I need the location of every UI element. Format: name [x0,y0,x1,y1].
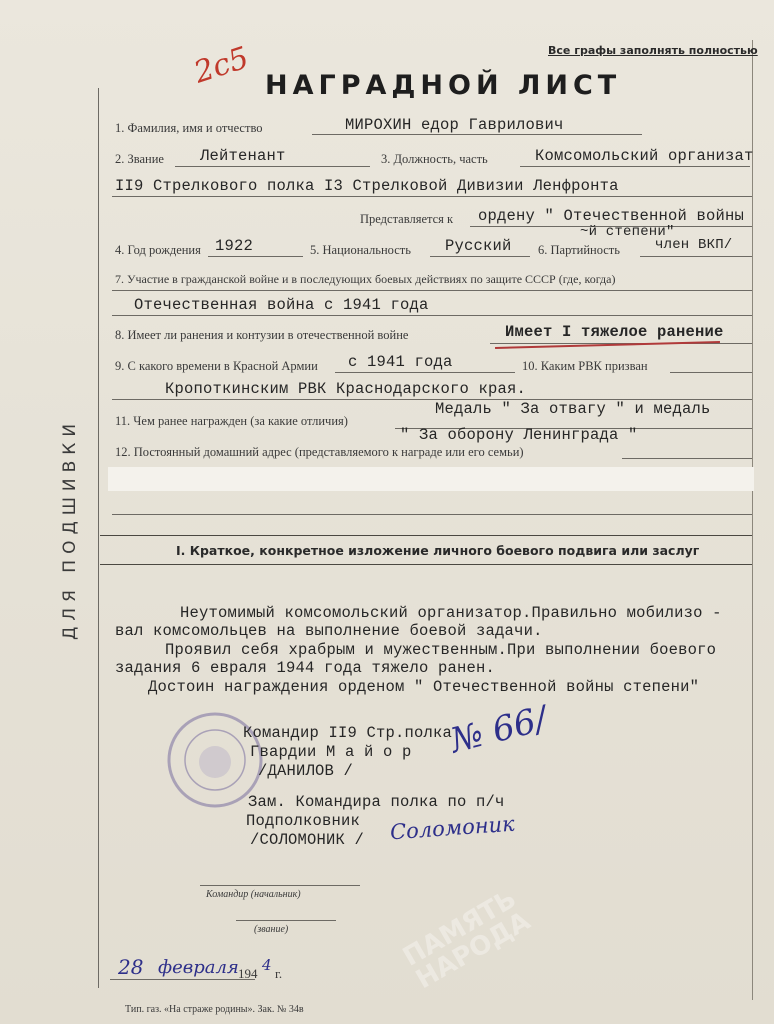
section-1-title: I. Краткое, конкретное изложение личного боевого подвига или заслуг [176,543,700,558]
field-3-line [520,166,750,167]
field-10-line [670,372,752,373]
narrative-line-5: Достоин награждения орденом " Отечественной войны степени" [148,678,700,696]
field-3-value-2: II9 Стрелкового полка I3 Стрелковой Дивизии Ленфронта [115,177,619,195]
rank-caption-line [236,920,336,921]
field-10-value: Кропоткинским РВК Краснодарского края. [165,380,527,398]
commander-line-3: /ДАНИЛОВ / [258,762,354,780]
field-7-value: Отечественная война с 1941 года [134,296,429,314]
field-10-label: 10. Каким РВК призван [522,359,648,373]
narrative-line-2: вал комсомольцев на выполнение боевой задачи. [115,622,543,640]
field-1-line [312,134,642,135]
right-edge-line [752,40,753,1000]
field-1-label: 1. Фамилия, имя и отчество [115,121,263,135]
section-top-line [100,535,752,536]
deputy-line-3: /СОЛОМОНИК / [250,831,365,849]
field-8-value: Имеет I тяжелое ранение [505,323,724,341]
narrative-line-1: Неутомимый комсомольский организатор.Правильно мобилизо - [180,604,722,622]
field-3-line-2 [112,196,752,197]
field-9-value: с 1941 года [348,353,453,371]
field-7-line-1 [112,290,752,291]
field-11-label: 11. Чем ранее награжден (за какие отличия) [115,414,348,428]
rank-caption: (звание) [254,924,289,935]
watermark-text: ПАМЯТЬ НАРОДА [398,884,536,996]
field-3-value: Комсомольский организат [535,147,754,165]
presented-value: ордену " Отечественной войны [478,207,745,225]
field-2-line [175,166,370,167]
narrative-line-4: задания 6 евраля 1944 года тяжело ранен. [115,659,496,677]
section-bottom-line [100,564,752,565]
field-6-line [640,256,752,257]
field-7-line-2 [112,315,752,316]
commander-caption: Командир (начальник) [206,889,301,900]
date-year-prefix: 194 [238,966,258,981]
deputy-signature: Соломоник [389,811,516,845]
field-8-label: 8. Имеет ли ранения и контузии в отечественной войне [115,328,409,342]
side-label: ДЛЯ ПОДШИВКИ [60,417,80,640]
field-4-value: 1922 [215,237,254,255]
footer-print-info: Тип. газ. «На страже родины». Зак. № 34в [125,1004,304,1015]
deputy-line-2: Подполковник [246,812,361,830]
page-title: НАГРАДНОЙ ЛИСТ [265,70,622,101]
presented-value-2: ~й степени" [580,224,675,240]
deputy-line-1: Зам. Командира полка по п/ч [248,793,505,811]
narrative-line-3: Проявил себя храбрым и мужественным.При выполнении боевого [165,641,717,659]
margin-line [98,88,99,988]
commander-line-2: Гвардии М а й о р [250,743,412,761]
field-11-value-2: " За оборону Ленинграда " [400,426,638,444]
date-line [110,979,255,980]
field-7-label: 7. Участие в гражданской войне и в последующих боевых действиях по защите СССР (где, когда) [115,272,616,286]
date-month: февраля [158,957,239,978]
date-year-suffix: 4 [262,956,272,974]
field-2-value: Лейтенант [200,147,286,165]
commander-caption-line [200,885,360,886]
commander-signature: № 66/ [446,698,552,762]
handwritten-mark: 2с5 [189,40,254,91]
field-6-value: член ВКП/ [655,237,733,253]
field-9-line [335,372,515,373]
field-12-line [622,458,752,459]
field-12-label: 12. Постоянный домашний адрес (представляемого к награде или его семьи) [115,445,524,459]
date-suffix: г. [275,966,283,981]
field-5-value: Русский [445,237,512,255]
redacted-address-bar [108,467,754,491]
field-3-label: 3. Должность, часть [381,152,488,166]
address-line-2 [112,514,752,515]
field-9-label: 9. С какого времени в Красной Армии [115,359,318,373]
field-1-value: МИРОХИН едор Гаврилович [345,116,564,134]
field-2-label: 2. Звание [115,152,164,166]
field-11-value: Медаль " За отвагу " и медаль [435,400,711,418]
field-4-label: 4. Год рождения [115,243,201,257]
commander-line-1: Командир II9 Стр.полка [243,724,453,742]
field-6-label: 6. Партийность [538,243,620,257]
presented-label: Представляется к [360,212,454,226]
date-day: 28 [118,955,144,979]
header-note: Все графы заполнять полностью [548,44,758,57]
field-5-line [430,256,530,257]
field-4-line [208,256,303,257]
field-5-label: 5. Национальность [310,243,411,257]
